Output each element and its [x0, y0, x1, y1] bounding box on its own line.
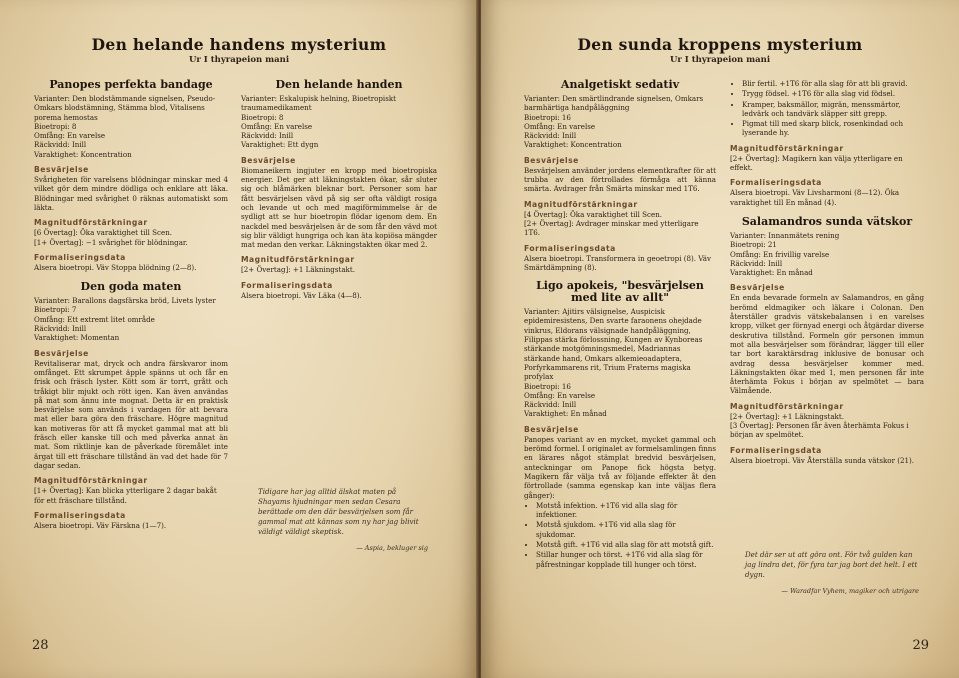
spell-entry [34, 281, 228, 530]
section-heading: Besvärjelse [241, 155, 296, 165]
section-text: Panopes variant av en mycket, mycket gammal och berömd formel. I originalet av formelsamlingen finns en lärares något stämplat bredvid besvärjelsen, anteckningar om Panope fick högsta betyg. Magikern får välja två av följande effekter åt den förtrollade (samma egenskap kan inte väljas flera gånger): [524, 434, 716, 500]
quote-signature: — Aspia, bekluger sig [356, 544, 428, 552]
section-text: Alsera bioetropi. Väv Stoppa blödning (2—8). [34, 262, 197, 272]
spell-range-area: Omfång: En varelse [524, 390, 596, 400]
list-item: • Blir fertil. +1T6 för alla slag för att bli gravid. [742, 79, 924, 88]
section-text: Alsera bioetropi. Transformera in geoetropi (8). Väv Smärtdämpning (8). [524, 253, 712, 272]
spell-duration: Varaktighet: Ett dygn [241, 140, 319, 150]
page-title: Den helande handens mysterium [91, 35, 387, 54]
section-text: Alsera bioetropi. Väv Färskna (1—7). [34, 520, 167, 530]
spell-name: Den helande handen [275, 78, 403, 91]
section-heading: Magnitudförstärkningar [241, 255, 355, 265]
section-line: [2+ Övertag]: Magikern kan välja ytterligare en effekt. [730, 153, 903, 173]
section-heading: Besvärjelse [524, 424, 579, 434]
section-line: [1+ Övertag]: Kan blicka ytterligare 2 dagar bakåt för ett fräschare tillstånd. [34, 486, 217, 505]
spell-name: Salamandros sunda vätskor [741, 214, 913, 228]
spell-name: Ligo apokeis, "besvärjelsen med lite av allt" [536, 279, 704, 305]
section-line: [2+ Övertag]: +1 Läkningstakt. [241, 265, 355, 275]
page-subtitle: Ur I thyrapeion mani [669, 55, 771, 65]
section-text: Biomaneikern ingjuter en kropp med bioetropiska energier. Det ger att läkningstakten ökar, sår sluter sig och blåmärken bleknar bort. Personer som har fått besvärjelsen vävd på sig ser ofta väldigt rosiga och levande ut och med magiförmimmelse är de sydligt att se hur bioetropin flödar igenom dem. En nackdel med besvärjelsen är de som får den vävd mot sig blir väldigt hungriga och kan äta kopiösa mängder mat medan den verkar. Läkningstakten ökar med 2. [241, 165, 437, 250]
section-line: [3 Övertag]: Personen får även återhämta Fokus i början av spelmötet. [730, 421, 909, 440]
section-heading: Formaliseringsdata [34, 252, 126, 262]
spell-variants: Varianter: Barallons dagsfärska bröd, Livets lyster [34, 296, 216, 306]
section-heading: Formaliseringsdata [34, 510, 126, 520]
section-text: Besvärjelsen använder jordens elementkrafter för att trubba av den förtrollades förmåga att känna smärta. Avdrager från Smärta minskar med 1T6. [524, 165, 716, 194]
section-heading: Formaliseringsdata [524, 243, 616, 253]
list-item: • Motstå infektion. +1T6 vid alla slag för infektioner. [536, 501, 716, 520]
spell-duration: Varaktighet: En månad [524, 409, 607, 419]
spell-variants: Varianter: Den smärtlindrande signelsen, Omkars barmhärtiga handpåläggning [524, 94, 704, 113]
list-item: • Stillar hunger och törst. +1T6 vid alla slag för påfrestningar kopplade till hunger och törst. [536, 550, 716, 569]
spell-range-area: Omfång: En varelse [34, 131, 106, 141]
section-line: [1+ Övertag]: −1 svårighet för blödningar. [34, 237, 188, 247]
section-line: [6 Övertag]: Öka varaktighet till Scen. [34, 228, 173, 238]
spell-bioetropi: Bioetropi: 8 [241, 112, 284, 122]
quote-text: Det där ser ut att göra ont. För två gulden kan jag lindra det, för fyra tar jag bort det helt. I ett dygn. [745, 550, 918, 579]
section-heading: Formaliseringsdata [730, 445, 822, 455]
spell-entry [34, 79, 228, 272]
page-number: 29 [912, 638, 929, 653]
right-column-1 [524, 79, 716, 570]
effect-list [730, 79, 924, 138]
section-heading: Magnitudförstärkningar [34, 476, 148, 486]
spell-variants: Varianter: Innanmätets rening [730, 230, 840, 240]
section-heading: Magnitudförstärkningar [730, 143, 844, 153]
spell-name: Analgetiskt sedativ [560, 78, 680, 91]
spell-entry [524, 280, 716, 569]
quote-text: Tidigare har jag alltid älskat maten på Shayams hjudningar men sedan Cesara berättade om den där besvärjelsen som får gammal mat att kännas som ny har jag blivit väldigt väldigt skeptisk. [258, 487, 419, 536]
section-heading: Magnitudförstärkningar [34, 218, 148, 228]
section-heading: Magnitudförstärkningar [730, 401, 844, 411]
section-heading: Besvärjelse [730, 283, 785, 293]
page-title: Den sunda kroppens mysterium [577, 35, 863, 54]
spell-reach: Räckvidd: Inill [730, 258, 783, 268]
spell-entry [524, 79, 716, 272]
list-item: • Motstå sjukdom. +1T6 vid alla slag för sjukdomar. [536, 520, 716, 539]
list-item: • Motstå gift. +1T6 vid alla slag för att motstå gift. [536, 540, 716, 549]
spell-variants: Varianter: Eskalupisk helning, Bioetropiskt traumamedikament [241, 94, 396, 113]
spell-duration: Varaktighet: Koncentration [34, 149, 132, 159]
spell-range-area: Omfång: En frivillig varelse [730, 249, 830, 259]
section-text: Svårigheten för varelsens blödningar minskar med 4 vilket gör dem mindre dödliga och enklare att läka. Blödningar med svårighet 0 räknas automatiskt som läkta. [34, 175, 228, 212]
spell-reach: Räckvidd: Inill [34, 140, 87, 150]
spell-reach: Räckvidd: Inill [524, 131, 577, 141]
right-page [481, 0, 959, 678]
list-item: • Kramper, baksmällor, migrän, menssmärtor, ledvärk och tandvärk släpper sitt grepp. [742, 100, 924, 119]
spell-bioetropi: Bioetropi: 8 [34, 121, 77, 131]
effect-list [524, 501, 716, 569]
spell-entry [730, 216, 924, 465]
spell-bioetropi: Bioetropi: 21 [730, 240, 777, 250]
section-heading: Formaliseringsdata [730, 178, 822, 188]
section-text: Alsera bioetropi. Väv Livsharmoni (8—12). Öka varaktighet till En månad (4). [730, 188, 900, 207]
section-text: Alsera bioetropi. Väv Läka (4—8). [241, 290, 362, 300]
spell-bioetropi: Bioetropi: 16 [524, 381, 571, 391]
page-number: 28 [32, 638, 49, 653]
spell-entry [241, 79, 437, 300]
spell-duration: Varaktighet: En månad [730, 268, 813, 278]
spell-name: Panopes perfekta bandage [49, 78, 213, 91]
spell-bioetropi: Bioetropi: 7 [34, 305, 77, 315]
spell-variants: Varianter: Ajitirs välsignelse, Auspicisk epidemiresistens, Den svarte faraonens ohejdade vinkrus, Eldorans välsignade handpåläggning, Filippas stärka förlossning, Kungen av Kynboreas stärkande motgömningsmedel, Madriannas stärkande hand, Omkars alkemieoadaptera, Porfyrkammarens rit, Trium Fraterns magiska profylax [524, 307, 703, 382]
section-text: Alsera bioetropi. Väv Återställa sunda vätskor (21). [730, 455, 915, 465]
spell-range-area: Omfång: En varelse [524, 121, 596, 131]
spell-range-area: Omfång: En varelse [241, 121, 313, 131]
section-heading: Besvärjelse [34, 348, 89, 358]
right-column-2 [730, 79, 924, 465]
left-column-2 [241, 79, 437, 300]
section-line: [2+ Övertag]: Avdrager minskar med ytterligare 1T6. [524, 218, 699, 238]
section-line: [4 Övertag]: Öka varaktighet till Scen. [524, 209, 663, 219]
flavor-quote [745, 550, 919, 596]
spell-reach: Räckvidd: Inill [241, 131, 294, 141]
section-text: Revitaliserar mat, dryck och andra färskvaror inom omfånget. Ett skrumpet äpple spänns ut och får en frisk och fräsch lyster. Kött som är torrt, grått och tråkigt blir mjukt och rött igen. Kan även användas på mat som ännu inte mognat. Detta är en praktisk besvärjelse som används i vardagen för att bevara mat eller bara göra den fräschare. Högre magnitud kan motiveras för att få mycket gammal mat att bli fräsch eller kanske till och med påverka annat än mat. Som riktlinje kan de påverkade föremålet inte ärgat till ett fräschare tillstånd än vad det hade för 7 dagar sedan. [34, 358, 228, 470]
section-heading: Besvärjelse [34, 165, 89, 175]
spell-name: Den goda maten [80, 280, 182, 294]
spell-variants: Varianter: Den blodstämmande signelsen, Pseudo-Omkars blodstämning, Stämma blod, Vitalisens porema hemostas [34, 94, 216, 122]
section-text: En enda bevarade formeln av Salamandros, en gång berömd eldmagiker och läkare i Colonan. Den återställer gradvis vätskebalansen i en varelses kropp, vilket ger förnyad energi och åtgärdar diverse deskrutiva tillstånd. Formeln gör personen immun mot alla besvärjelser som förändrar, lägger till eller tar bort karaktärsdrag inklusive de bonusar och avdrag dessa besvärjelser kommer med. Läkningstakten ökar med 1, men personen får inte återhämta Fokus i början av spelmötet — bara Välmående. [730, 293, 924, 396]
spell-range-area: Omfång: Ett extremt litet område [34, 314, 155, 324]
quote-signature: — Waradfar Vyhem, magiker och utrigare [781, 587, 919, 595]
spell-reach: Räckvidd: Inill [34, 324, 87, 334]
spell-duration: Varaktighet: Momentan [34, 333, 120, 343]
page-subtitle: Ur I thyrapeion mani [188, 55, 290, 65]
section-heading: Formaliseringsdata [241, 280, 333, 290]
spell-duration: Varaktighet: Koncentration [524, 140, 622, 150]
section-heading: Magnitudförstärkningar [524, 199, 638, 209]
flavor-quote [258, 487, 428, 553]
section-line: [2+ Övertag]: +1 Läkningstakt. [730, 411, 844, 421]
section-heading: Besvärjelse [524, 155, 579, 165]
list-item: • Trygg födsel. +1T6 för alla slag vid födsel. [742, 89, 924, 98]
left-page [0, 0, 478, 678]
spell-bioetropi: Bioetropi: 16 [524, 112, 571, 122]
left-column-1 [34, 79, 228, 530]
list-item: • Pigmat till med skarp blick, rosenkindad och lyserande hy. [742, 119, 924, 138]
spell-entry-continued [730, 79, 924, 207]
spell-reach: Räckvidd: Inill [524, 400, 577, 410]
